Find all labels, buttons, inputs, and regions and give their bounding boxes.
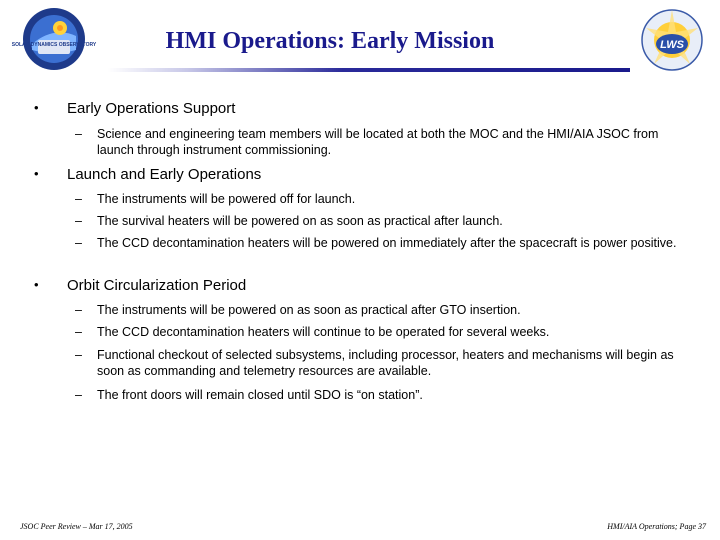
bullet-item: The CCD decontamination heaters will be powered on immediately after the spacecraft is power positive. (97, 236, 677, 250)
dash-icon: – (75, 388, 82, 402)
footer-right: HMI/AIA Operations; Page 37 (607, 522, 706, 531)
dash-icon: – (75, 348, 82, 362)
lws-logo (632, 4, 712, 76)
bullet-item: Functional checkout of selected subsystems, including processor, heaters and mechanisms will begin as soon as commanding and telemetry resources are available. (97, 348, 674, 378)
dash-icon: – (75, 192, 82, 206)
bullet-item: The instruments will be powered on as soon as practical after GTO insertion. (97, 303, 521, 317)
bullet-icon: • (34, 166, 39, 181)
bullet-item: The survival heaters will be powered on as soon as practical after launch. (97, 214, 503, 228)
dash-icon: – (75, 325, 82, 339)
title-underline (108, 68, 630, 72)
section-heading: Early Operations Support (67, 100, 236, 117)
lws-logo-text: LWS (660, 39, 684, 51)
sdo-logo (11, 6, 97, 72)
sdo-logo-text: SOLAR DYNAMICS OBSERVATORY (11, 42, 97, 48)
bullet-item: Science and engineering team members will be located at both the MOC and the HMI/AIA JSOC from launch through instrument commissioning. (97, 127, 659, 157)
bullet-item: The front doors will remain closed until SDO is “on station”. (97, 388, 423, 402)
dash-icon: – (75, 236, 82, 250)
slide-title: HMI Operations: Early Mission (165, 28, 495, 54)
footer-left: JSOC Peer Review – Mar 17, 2005 (20, 522, 133, 531)
dash-icon: – (75, 214, 82, 228)
bullet-item: The CCD decontamination heaters will continue to be operated for several weeks. (97, 325, 550, 339)
dash-icon: – (75, 127, 82, 141)
section-heading: Launch and Early Operations (67, 166, 262, 183)
section-heading: Orbit Circularization Period (67, 277, 247, 294)
dash-icon: – (75, 303, 82, 317)
bullet-icon: • (34, 277, 39, 292)
bullet-icon: • (34, 100, 39, 115)
bullet-item: The instruments will be powered off for launch. (97, 192, 356, 206)
